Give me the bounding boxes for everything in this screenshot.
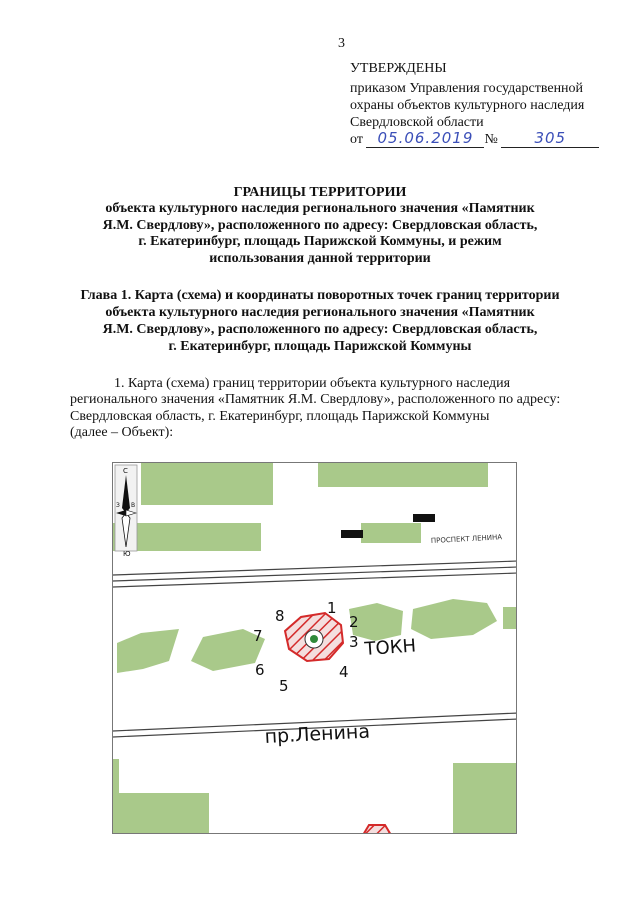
approval-line-2: охраны объектов культурного наследия [350, 98, 585, 113]
chapter-line-3: Я.М. Свердлову», расположенного по адресу: Свердловская область, [102, 322, 538, 337]
street-label: пр.Ленина [264, 720, 371, 748]
lawn-top-right [318, 463, 488, 487]
building-marker-2 [341, 530, 363, 538]
monument-point [310, 635, 318, 643]
street-label-small: ПРОСПЕКТ ЛЕНИНА [430, 533, 503, 545]
point-label-3: 3 [349, 633, 359, 651]
point-label-7: 7 [253, 627, 263, 645]
point-label-8: 8 [275, 607, 285, 625]
title-line-5: использования данной территории [209, 251, 431, 266]
lawn-bottom-left [113, 793, 209, 834]
territory-map [112, 462, 517, 834]
title-line-2: объекта культурного наследия регионального значения «Памятник [105, 201, 535, 216]
compass-west: З [116, 502, 120, 509]
building-label: ТОКН [363, 635, 417, 660]
paragraph-line-2: регионального значения «Памятник Я.М. Свердлову», расположенного по адресу: [70, 392, 561, 407]
paragraph-line-3: Свердловская область, г. Екатеринбург, площадь Парижской Коммуны [70, 409, 490, 424]
title-line-4: г. Екатеринбург, площадь Парижской Коммуны, и режим [138, 234, 502, 249]
approval-number-prefix: № [484, 132, 498, 147]
compass-rose-icon [115, 465, 137, 558]
point-label-1: 1 [327, 599, 337, 617]
compass-south: Ю [123, 550, 131, 558]
chapter-line-2: объекта культурного наследия регионального значения «Памятник [105, 305, 535, 320]
point-label-5: 5 [279, 677, 289, 695]
lawn-mid-right [361, 523, 421, 543]
lawn-top-left [141, 463, 273, 505]
point-label-6: 6 [255, 661, 265, 679]
point-label-2: 2 [349, 613, 359, 631]
compass-east: В [131, 502, 136, 509]
title-line-3: Я.М. Свердлову», расположенного по адресу: Свердловская область, [102, 218, 538, 233]
paragraph-line-4: (далее – Объект): [70, 425, 174, 440]
point-label-4: 4 [339, 663, 349, 681]
compass-north: С [123, 467, 128, 475]
chapter-line-1: Глава 1. Карта (схема) и координаты поворотных точек границ территории [80, 288, 560, 303]
approval-date-line [350, 130, 599, 148]
approval-heading: УТВЕРЖДЕНЫ [350, 61, 447, 76]
lawn-bottom-right [453, 763, 517, 834]
approval-line-3: Свердловской области [350, 115, 484, 130]
approval-date: 05.06.2019 [366, 130, 484, 148]
chapter-line-4: г. Екатеринбург, площадь Парижской Коммуны [168, 339, 472, 354]
title-line-1: ГРАНИЦЫ ТЕРРИТОРИИ [233, 185, 407, 200]
approval-from-prefix: от [350, 132, 363, 147]
approval-number: 305 [501, 130, 599, 148]
paragraph-line-1: 1. Карта (схема) границ территории объекта культурного наследия [114, 376, 511, 391]
territory-map-svg [113, 463, 517, 834]
approval-line-1: приказом Управления государственной [350, 81, 584, 96]
page-number: 3 [338, 36, 345, 51]
building-marker [413, 514, 435, 522]
